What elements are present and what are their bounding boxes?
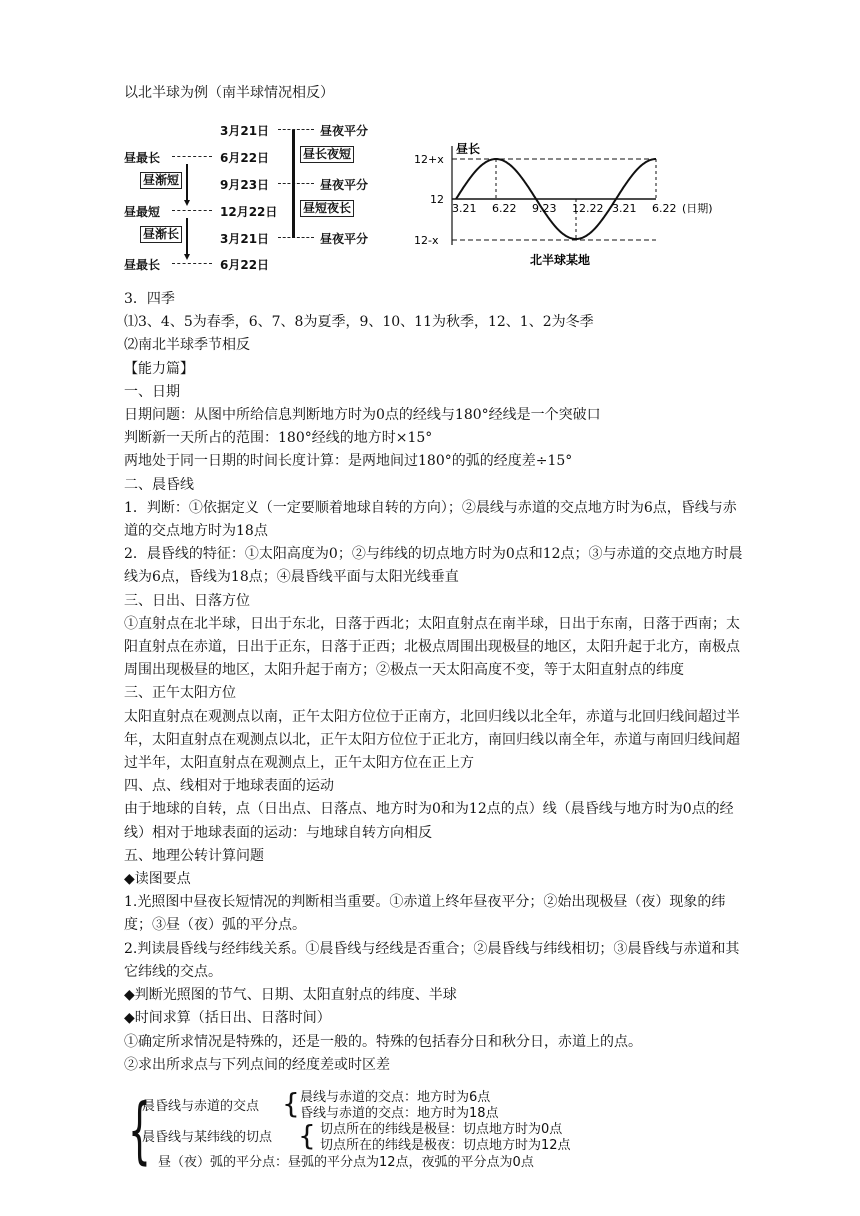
paragraph: ①直射点在北半球，日出于东北，日落于西北；太阳直射点在南半球，日出于东南，日落于西南；太阳直射点在赤道，日出于正东，日落于正西；北极点周围出现极昼的地区，太阳升起于北方，南极点周围出现极昼的地区，太阳升起于南方；②极点一天太阳高度不变，等于太阳直射点的纬度 bbox=[124, 615, 740, 679]
main-content bbox=[124, 288, 744, 1077]
date-label: 3月21日 bbox=[220, 124, 270, 138]
date-label: 6月22日 bbox=[220, 258, 270, 272]
chart-title: 北半球某地 bbox=[530, 253, 591, 267]
day-lengthening-label: 昼渐长 bbox=[140, 226, 182, 243]
paragraph: 判断新一天所占的范围：180°经线的地方时×15° bbox=[124, 430, 433, 447]
x-tick: 6.22 bbox=[652, 202, 677, 215]
paragraph: ◆读图要点 bbox=[124, 871, 191, 888]
x-tick: 6.22 bbox=[492, 202, 517, 215]
paragraph: 1．判断：①依据定义（一定要顺着地球自转的方向）；②晨线与赤道的交点地方时为6点，昏线与赤道的交点地方时为18点 bbox=[124, 499, 737, 540]
paragraph: 由于地球的自转，点（日出点、日落点、地方时为0和为12点的点）线（晨昏线与地方时为0点的经线）相对于地球表面的运动：与地球自转方向相反 bbox=[124, 801, 734, 841]
paragraph: ①确定所求情况是特殊的，还是一般的。特殊的包括春分日和秋分日，赤道上的点。 bbox=[124, 1033, 642, 1050]
group1-item: 晨线与赤道的交点：地方时为6点 bbox=[300, 1090, 491, 1105]
intro-text: 以北半球为例（南半球情况相反） bbox=[124, 85, 334, 101]
date-label: 12月22日 bbox=[220, 205, 278, 219]
paragraph: 一、日期 bbox=[124, 383, 180, 400]
y-tick: 12-x bbox=[414, 234, 439, 247]
paragraph: 五、地理公转计算问题 bbox=[124, 847, 264, 864]
paragraph: 四、点、线相对于地球表面的运动 bbox=[124, 778, 334, 795]
paragraph: 1.光照图中昼夜长短情况的判断相当重要。①赤道上终年昼夜平分；②始出现极昼（夜）现象的纬度；③昼（夜）弧的平分点。 bbox=[124, 894, 726, 934]
day-shortening-label: 昼渐短 bbox=[140, 172, 182, 189]
paragraph: ◆时间求算（括日出、日落时间） bbox=[124, 1010, 331, 1027]
group1-title: 晨昏线与赤道的交点 bbox=[142, 1099, 260, 1114]
group3-text: 昼（夜）弧的平分点：昼弧的平分点为12点，夜弧的平分点为0点 bbox=[158, 1155, 534, 1170]
paragraph: ⑴3、4、5为春季，6、7、8为夏季，9、10、11为秋季，12、1、2为冬季 bbox=[124, 314, 594, 331]
equinox-label: 昼夜平分 bbox=[320, 232, 369, 246]
day-shortest-label: 昼最短 bbox=[124, 205, 161, 219]
y-axis-label: 昼长 bbox=[456, 142, 481, 156]
group2-item: 切点所在的纬线是极昼：切点地方时为0点 bbox=[320, 1122, 563, 1137]
date-label: 6月22日 bbox=[220, 151, 270, 165]
paragraph: 3．四季 bbox=[124, 291, 175, 307]
paragraph: 太阳直射点在观测点以南，正午太阳方位位于正南方，北回归线以北全年，赤道与北回归线间超过半年，太阳直射点在观测点以北，正午太阳方位位于正北方，南回归线以南全年，赤道与南回归线间超过半年，太阳直射点在观测点上，正午太阳方位在正上方 bbox=[124, 708, 740, 772]
group2-item: 切点所在的纬线是极夜：切点地方时为12点 bbox=[320, 1138, 571, 1153]
long-day-label: 昼长夜短 bbox=[300, 146, 354, 163]
paragraph: 【能力篇】 bbox=[124, 360, 194, 377]
paragraph: 两地处于同一日期的时间长度计算：是两地间过180°的弧的经度差÷15° bbox=[124, 453, 573, 470]
paragraph: ②求出所求点与下列点间的经度差或时区差 bbox=[124, 1056, 390, 1073]
short-day-label: 昼短夜长 bbox=[300, 200, 354, 217]
day-longest-label: 昼最长 bbox=[124, 151, 161, 165]
x-axis-label: (日期) bbox=[682, 202, 713, 215]
paragraph: 二、晨昏线 bbox=[124, 476, 194, 493]
paragraph: 2.判读晨昏线与经纬线关系。①晨昏线与经线是否重合；②晨昏线与纬线相切；③晨昏线与赤道和其它纬线的交点。 bbox=[124, 940, 740, 980]
x-tick: 3.21 bbox=[612, 202, 637, 215]
date-label: 3月21日 bbox=[220, 232, 270, 246]
paragraph: ◆判断光照图的节气、日期、太阳直射点的纬度、半球 bbox=[124, 987, 457, 1004]
paragraph: 日期问题：从图中所给信息判断地方时为0点的经线与180°经线是一个突破口 bbox=[124, 407, 601, 424]
date-label: 9月23日 bbox=[220, 178, 270, 192]
group1-item: 昏线与赤道的交点：地方时为18点 bbox=[300, 1106, 499, 1121]
day-length-chart bbox=[410, 140, 730, 270]
x-tick: 3.21 bbox=[452, 202, 477, 215]
day-longest-label: 昼最长 bbox=[124, 258, 161, 272]
x-tick-labels bbox=[452, 202, 677, 215]
equinox-label: 昼夜平分 bbox=[320, 178, 369, 192]
y-tick: 12 bbox=[430, 193, 444, 206]
equinox-label: 昼夜平分 bbox=[320, 124, 369, 138]
x-tick: 9.23 bbox=[532, 202, 557, 215]
y-tick: 12+x bbox=[414, 153, 444, 166]
paragraph: 三、日出、日落方位 bbox=[124, 592, 250, 609]
group2-title: 晨昏线与某纬线的切点 bbox=[142, 1130, 273, 1145]
paragraph: 2．晨昏线的特征：①太阳高度为0；②与纬线的切点地方时为0点和12点；③与赤道的交点地方时晨线为6点，昏线为18点；④晨昏线平面与太阳光线垂直 bbox=[124, 546, 743, 586]
paragraph: 三、正午太阳方位 bbox=[124, 685, 236, 702]
x-tick: 12.22 bbox=[572, 202, 604, 215]
paragraph: ⑵南北半球季节相反 bbox=[124, 337, 250, 354]
